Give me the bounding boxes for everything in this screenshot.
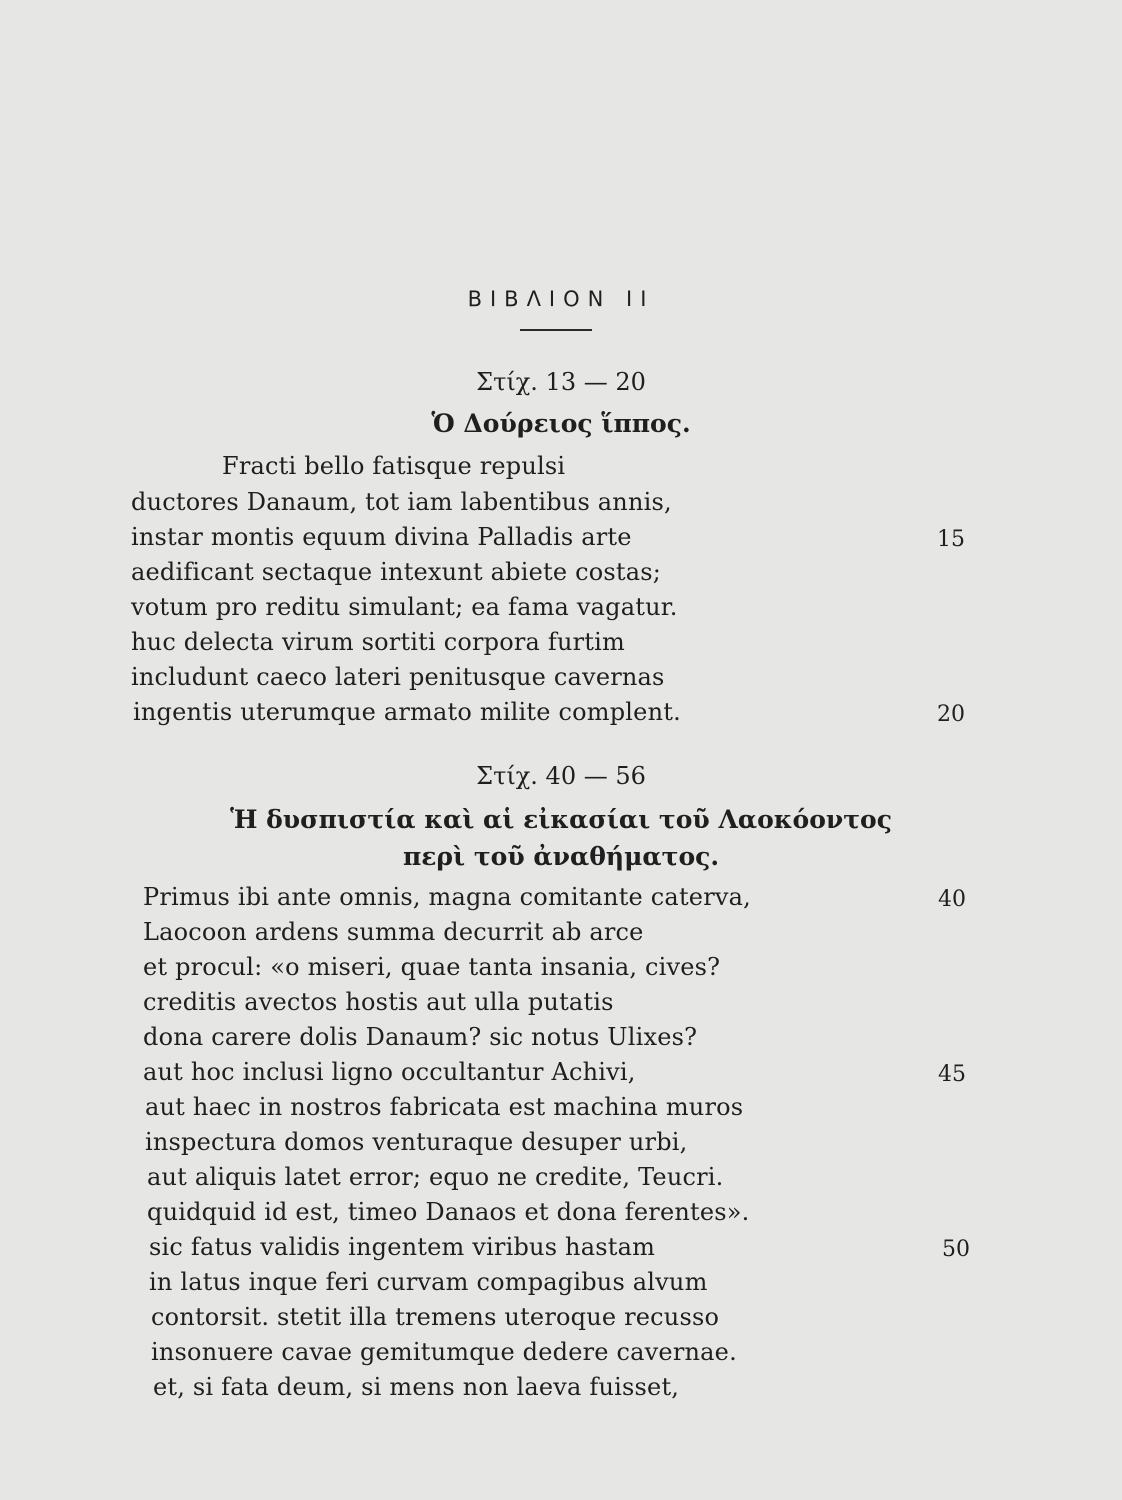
verse-line: inspectura domos venturaque desuper urbi, bbox=[145, 1128, 688, 1156]
section-heading: Ἡ δυσπιστία καὶ αἱ εἰκασίαι τοῦ Λαοκόοντος bbox=[230, 805, 892, 834]
verse-line: Primus ibi ante omnis, magna comitante caterva, bbox=[143, 883, 751, 911]
line-number: 40 bbox=[938, 887, 966, 912]
line-number: 15 bbox=[937, 527, 965, 552]
line-number: 20 bbox=[937, 702, 965, 727]
line-number: 45 bbox=[938, 1062, 966, 1087]
book-title: ΒΙΒΛΙΟΝ II bbox=[467, 287, 655, 311]
verse-line: et, si fata deum, si mens non laeva fuisset, bbox=[153, 1373, 680, 1401]
verse-line: et procul: «o miseri, quae tanta insania, cives? bbox=[143, 953, 721, 981]
verse-line: includunt caeco lateri penitusque cavernas bbox=[131, 663, 665, 691]
section-reference: Στίχ. 40 — 56 bbox=[476, 762, 646, 790]
verse-line: creditis avectos hostis aut ulla putatis bbox=[143, 988, 614, 1016]
verse-line: dona carere dolis Danaum? sic notus Ulixes? bbox=[143, 1023, 698, 1051]
section-heading: περὶ τοῦ ἀναθήματος. bbox=[402, 842, 720, 871]
section-reference: Στίχ. 13 — 20 bbox=[476, 368, 646, 396]
verse-line: ingentis uterumque armato milite complent. bbox=[133, 698, 681, 726]
verse-line: aut aliquis latet error; equo ne credite, Teucri. bbox=[147, 1163, 724, 1191]
verse-line: aut hoc inclusi ligno occultantur Achivi, bbox=[143, 1058, 636, 1086]
verse-line: contorsit. stetit illa tremens uteroque recusso bbox=[151, 1303, 720, 1331]
title-rule bbox=[520, 329, 592, 331]
verse-line: in latus inque feri curvam compagibus alvum bbox=[149, 1268, 708, 1296]
verse-line: Laocoon ardens summa decurrit ab arce bbox=[143, 918, 644, 946]
verse-line: ductores Danaum, tot iam labentibus annis, bbox=[131, 488, 672, 516]
verse-line: aedificant sectaque intexunt abiete costas; bbox=[131, 558, 662, 586]
verse-line: insonuere cavae gemitumque dedere cavernae. bbox=[151, 1338, 737, 1366]
verse-line: instar montis equum divina Palladis arte bbox=[131, 523, 632, 551]
verse-line: aut haec in nostros fabricata est machina muros bbox=[145, 1093, 744, 1121]
section-heading: Ὁ Δούρειος ἵππος. bbox=[431, 409, 691, 438]
verse-line: Fracti bello fatisque repulsi bbox=[222, 452, 566, 480]
verse-line: quidquid id est, timeo Danaos et dona ferentes». bbox=[147, 1198, 750, 1226]
verse-line: sic fatus validis ingentem viribus hastam bbox=[149, 1233, 656, 1261]
line-number: 50 bbox=[942, 1237, 970, 1262]
verse-line: votum pro reditu simulant; ea fama vagatur. bbox=[131, 593, 678, 621]
verse-line: huc delecta virum sortiti corpora furtim bbox=[131, 628, 625, 656]
